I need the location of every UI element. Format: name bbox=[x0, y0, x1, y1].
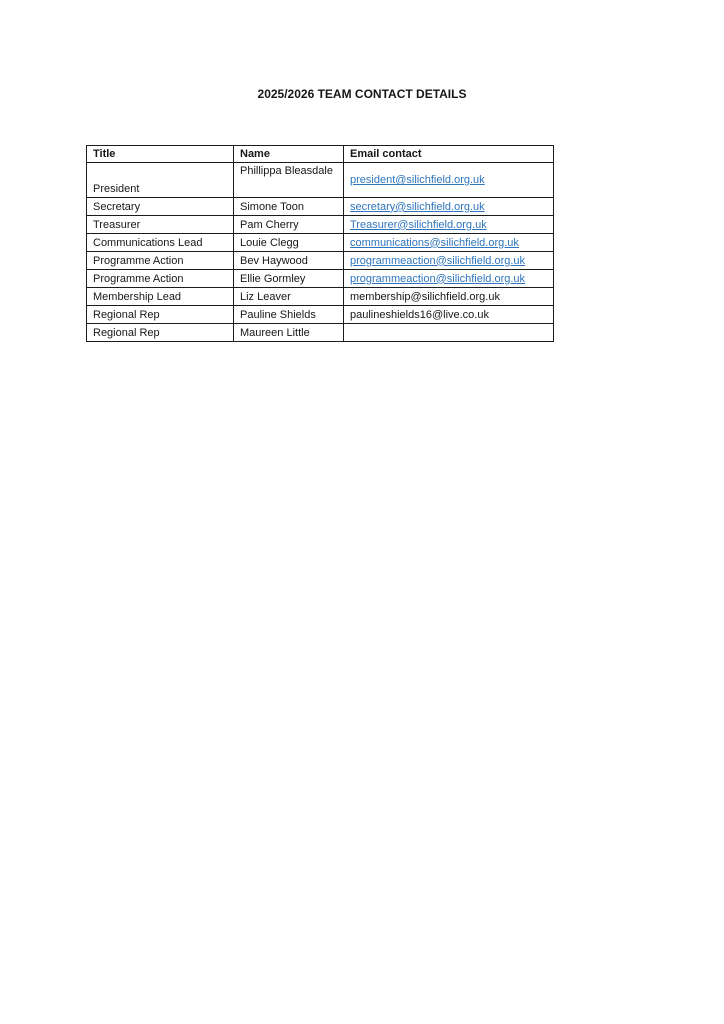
cell-email bbox=[344, 306, 554, 324]
table-row bbox=[87, 270, 554, 288]
email-hyperlink[interactable]: Treasurer@silichfield.org.uk bbox=[350, 218, 487, 231]
cell-name: Pam Cherry bbox=[234, 216, 344, 234]
email-text: paulineshields16@live.co.uk bbox=[350, 308, 489, 321]
table-row bbox=[87, 252, 554, 270]
cell-email bbox=[344, 163, 554, 198]
column-header-email: Email contact bbox=[344, 146, 554, 163]
column-header-title: Title bbox=[87, 146, 234, 163]
cell-email bbox=[344, 198, 554, 216]
email-hyperlink[interactable]: president@silichfield.org.uk bbox=[350, 174, 485, 187]
cell-title: Programme Action bbox=[87, 252, 234, 270]
cell-name: Bev Haywood bbox=[234, 252, 344, 270]
cell-title: Regional Rep bbox=[87, 324, 234, 342]
cell-name: Pauline Shields bbox=[234, 306, 344, 324]
cell-title: Regional Rep bbox=[87, 306, 234, 324]
email-hyperlink[interactable]: programmeaction@silichfield.org.uk bbox=[350, 272, 526, 285]
cell-name: Maureen Little bbox=[234, 324, 344, 342]
table-row bbox=[87, 288, 554, 306]
cell-title: Treasurer bbox=[87, 216, 234, 234]
cell-title: Communications Lead bbox=[87, 234, 234, 252]
table-row bbox=[87, 216, 554, 234]
table-row bbox=[87, 306, 554, 324]
column-header-name: Name bbox=[234, 146, 344, 163]
email-hyperlink[interactable]: programmeaction@silichfield.org.uk bbox=[350, 254, 526, 267]
email-text: membership@silichfield.org.uk bbox=[350, 290, 500, 303]
cell-title: Secretary bbox=[87, 198, 234, 216]
table-row bbox=[87, 163, 554, 198]
cell-email bbox=[344, 252, 554, 270]
contact-table-head bbox=[87, 146, 554, 163]
cell-email bbox=[344, 288, 554, 306]
cell-name: Phillippa Bleasdale bbox=[234, 163, 344, 198]
email-hyperlink[interactable]: communications@silichfield.org.uk bbox=[350, 236, 519, 249]
cell-name: Liz Leaver bbox=[234, 288, 344, 306]
page-title: 2025/2026 TEAM CONTACT DETAILS bbox=[257, 87, 467, 101]
contact-table bbox=[86, 145, 554, 342]
cell-title: President bbox=[87, 163, 234, 198]
cell-name: Simone Toon bbox=[234, 198, 344, 216]
cell-title: Programme Action bbox=[87, 270, 234, 288]
cell-email bbox=[344, 324, 554, 342]
cell-email bbox=[344, 270, 554, 288]
table-row bbox=[87, 324, 554, 342]
cell-title: Membership Lead bbox=[87, 288, 234, 306]
table-header-row bbox=[87, 146, 554, 163]
table-row bbox=[87, 234, 554, 252]
cell-email bbox=[344, 216, 554, 234]
email-hyperlink[interactable]: secretary@silichfield.org.uk bbox=[350, 200, 485, 213]
cell-email bbox=[344, 234, 554, 252]
contact-table-body bbox=[87, 163, 554, 342]
table-row bbox=[87, 198, 554, 216]
cell-name: Louie Clegg bbox=[234, 234, 344, 252]
cell-name: Ellie Gormley bbox=[234, 270, 344, 288]
